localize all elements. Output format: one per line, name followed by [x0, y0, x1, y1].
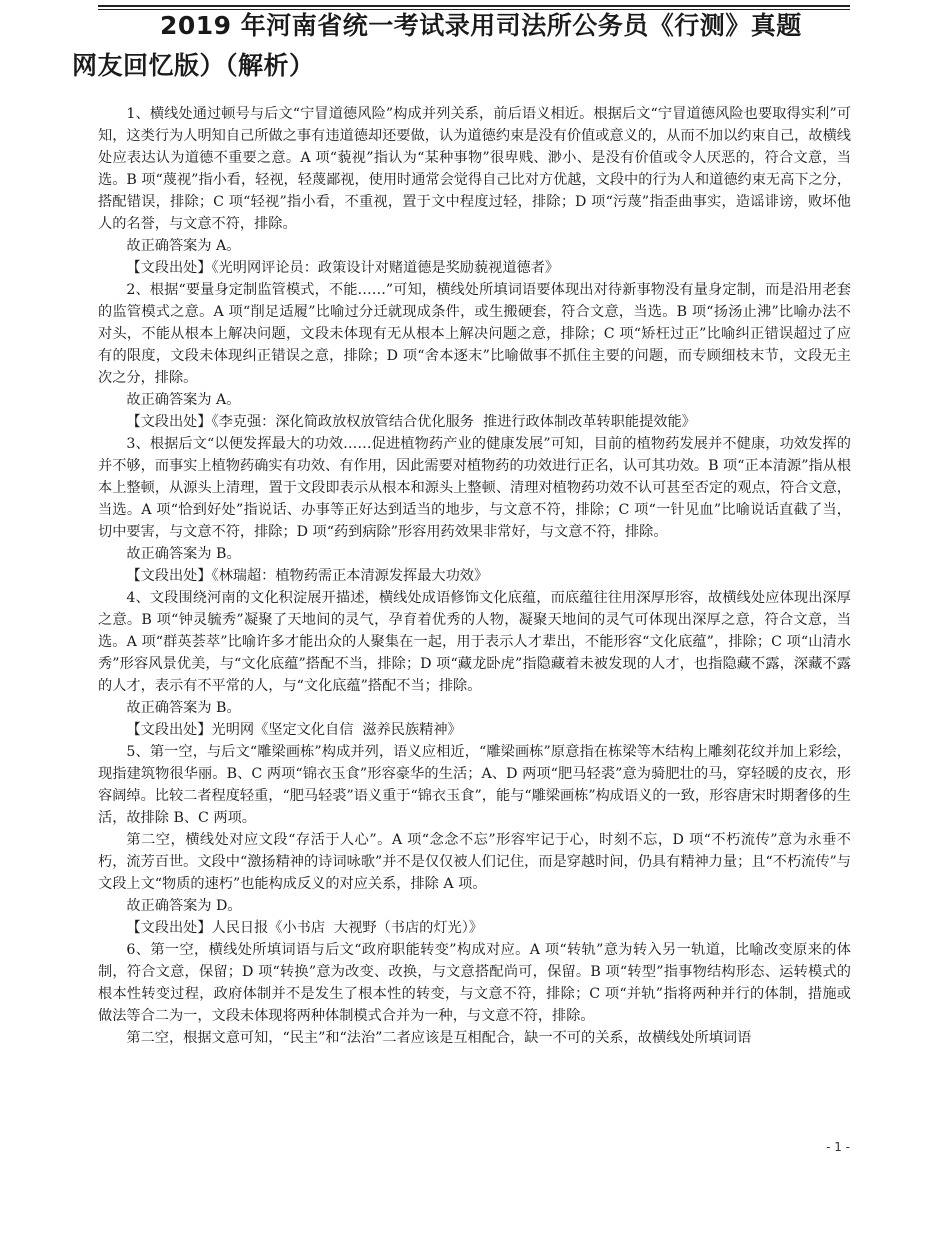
document-title: [72, 6, 872, 86]
paragraph: 故正确答案为 A。: [126, 392, 241, 408]
paragraph: 故正确答案为 B。: [126, 700, 241, 716]
paragraph: 故正确答案为 B。: [126, 546, 241, 562]
paragraph: 3、根据后文“以便发挥最大的功效……促进植物药产业的健康发展”可知，目前的植物药发展并不健康，功效发挥的并不够，而事实上植物药确实有功效、有作用，因此需要对植物药的功效进行正名，认可其功效。B 项“正本清源”指从根本上整顿，从源头上清理，置于文段即表示从根本和源头上整顿、清理对植物药功效不认可甚至否定的观点，符合文意，当选。A 项“恰到好处”指说话、办事等正好达到适当的地步，与文意不符，排除；C 项“一针见血”比喻说话直截了当，切中要害，与文意不符，排除；D 项“药到病除”形容用药效果非常好，与文意不符，排除。: [98, 436, 852, 540]
paragraph: 故正确答案为 D。: [126, 898, 242, 914]
paragraph: 第二空，横线处对应文段“存活于人心”。A 项“念念不忘”形容牢记于心，时刻不忘，D 项“不朽流传”意为永垂不朽，流芳百世。文段中“激扬精神的诗词咏歌”并不是仅仅被人们记住，而是穿越时间，仍具有精神力量；且“不朽流传”与文段上文“物质的速朽”也能构成反义的对应关系，排除 A 项。: [98, 832, 851, 892]
paragraph: 【文段出处】《光明网评论员：政策设计对赌道德是奖励藐视道德者》: [126, 260, 560, 276]
paragraph: 6、第一空，横线处所填词语与后文“政府职能转变”构成对应。A 项“转轨”意为转入另一轨道，比喻改变原来的体制，符合文意，保留；D 项“转换”意为改变、改换，与文意搭配尚可，保留。B 项“转型”指事物结构形态、运转模式的根本性转变过程，政府体制并不是发生了根本性的转变，与文意不符，排除；C 项“并轨”指将两种并行的体制，措施或做法等合二为一，文段未体现将两种体制模式合并为一种，与文意不符，排除。: [98, 942, 851, 1024]
paragraph: 1、横线处通过顿号与后文“宁冒道德风险”构成并列关系，前后语义相近。根据后文“宁冒道德风险也要取得实利”可知，这类行为人明知自己所做之事有违道德却还要做，认为道德约束是没有价值或意义的，从而不加以约束自己，故横线处应表达认为道德不重要之意。A 项“藐视”指认为“某种事物”很卑贱、渺小、是没有价值或令人厌恶的，符合文意，当选。B 项“蔑视”指小看，轻视，轻蔑鄙视，使用时通常会觉得自己比对方优越，文段中的行为人和道德约束无高下之分，搭配错误，排除；C 项“轻视”指小看，不重视，置于文中程度过轻，排除；D 项“污蔑”指歪曲事实，造谣诽谤，败坏他人的名誉，与文意不符，排除。: [98, 106, 852, 232]
paragraph: 5、第一空，与后文“雕梁画栋”构成并列，语义应相近，“雕梁画栋”原意指在栋梁等木结构上雕刻花纹并加上彩绘，现指建筑物很华丽。B、C 两项“锦衣玉食”形容豪华的生活；A、D 两项“肥马轻裘”意为骑肥壮的马，穿轻暖的皮衣，形容阔绰。比较二者程度轻重，“肥马轻裘”语义重于“锦衣玉食”，能与“雕梁画栋”构成语义的一致，形容唐宋时期奢侈的生活，故排除 B、C 两项。: [98, 744, 851, 826]
page-number: - 1 -: [826, 1140, 850, 1154]
document-body: [98, 103, 851, 1049]
title-line-1: 2019 年河南省统一考试录用司法所公务员《行测》真题: [160, 11, 802, 40]
paragraph: 【文段出处】光明网《坚定文化自信 滋养民族精神》: [126, 722, 462, 738]
paragraph: 【文段出处】《李克强：深化简政放权放管结合优化服务 推进行政体制改革转职能提效能》: [126, 414, 696, 430]
title-line-2: 网友回忆版）（解析）: [72, 51, 315, 80]
paragraph: 【文段出处】人民日报《小书店 大视野（书店的灯光）》: [126, 920, 483, 936]
paragraph: 4、文段围绕河南的文化积淀展开描述，横线处成语修饰文化底蕴，而底蕴往往用深厚形容，故横线处应体现出深厚之意。B 项“钟灵毓秀”凝聚了天地间的灵气，孕育着优秀的人物，凝聚天地间的灵气可体现出深厚之意，符合文意，当选。A 项“群英荟萃”比喻许多才能出众的人聚集在一起，用于表示人才辈出，不能形容“文化底蕴”，排除；C 项“山清水秀”形容风景优美，与“文化底蕴”搭配不当，排除；D 项“藏龙卧虎”指隐藏着未被发现的人才，也指隐藏不露，深藏不露的人才，表示有不平常的人，与“文化底蕴”搭配不当；排除。: [98, 590, 851, 694]
paragraph: 故正确答案为 A。: [126, 238, 241, 254]
paragraph: 【文段出处】《林瑞超：植物药需正本清源发挥最大功效》: [126, 568, 489, 584]
paragraph: 第二空，根据文意可知，“民主”和“法治”二者应该是互相配合，缺一不可的关系，故横线处所填词语: [126, 1030, 752, 1046]
paragraph: 2、根据“要量身定制监管模式，不能……”可知，横线处所填词语要体现出对待新事物没有量身定制，而是沿用老套的监管模式之意。A 项“削足适履”比喻过分迁就现成条件，或生搬硬套，符合文意，当选。B 项“扬汤止沸”比喻办法不对头，不能从根本上解决问题，文段未体现有无从根本上解决问题之意，排除；C 项“矫枉过正”比喻纠正错误超过了应有的限度，文段未体现纠正错误之意，排除；D 项“舍本逐末”比喻做事不抓住主要的问题，而专顾细枝末节，文段无主次之分，排除。: [98, 282, 851, 386]
